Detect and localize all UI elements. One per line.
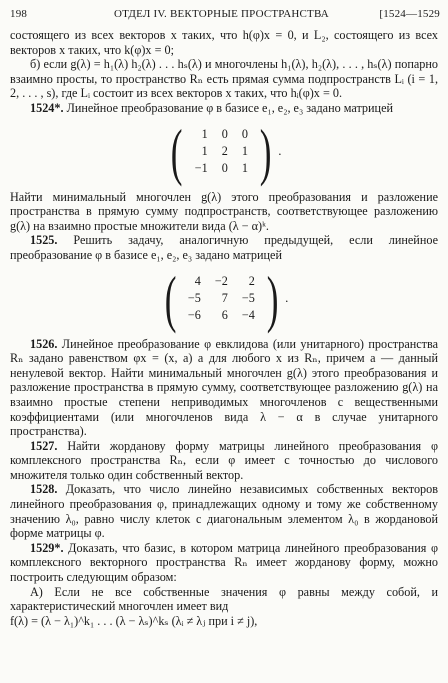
- characteristic-polynomial-formula: f(λ) = (λ − λ₁)^k₁ . . . (λ − λₛ)^kₛ (λᵢ ≠ λⱼ при i ≠ j),: [10, 613, 258, 628]
- problem-text: Доказать, что число линейно независимых собственных векторов линейного преобразования φ, принадлежащих одному и тому же собственному значению λ₀, равно числу клеток с диагональным элементом λ₀ в жордановой форме матрицы φ.: [10, 482, 438, 541]
- matrix-row: [181, 290, 262, 307]
- problem-range: [1524—1529: [379, 8, 440, 20]
- problem-1527: [10, 439, 438, 483]
- section-title: ОТДЕЛ IV. ВЕКТОРНЫЕ ПРОСТРАНСТВА: [114, 8, 329, 20]
- problem-text: Доказать, что базис, в котором матрица линейного преобразования φ комплексного векторного пространства Rₙ имеет жорданову форму, можно построить следующим образом:: [10, 540, 439, 585]
- matrix-cell: 7: [221, 291, 228, 306]
- matrix-cell: −4: [241, 308, 255, 323]
- matrix-table: [188, 126, 255, 177]
- matrix-cell: −1: [194, 161, 208, 176]
- top-paragraph-b: б) если g(λ) = h₁(λ) h₂(λ) . . . hₛ(λ) и многочлены h₁(λ), h₂(λ), . . . , hₛ(λ) попарно взаимно просты, то пространство Rₙ есть прямая сумма подпространств Lᵢ (i = 1, 2, . . . , s), где Lᵢ состоит из всех векторов x таких, что hᵢ(φ)x = 0.: [10, 57, 438, 101]
- problem-number: 1527.: [30, 438, 58, 453]
- matrix-cell: 2: [221, 144, 228, 159]
- matrix-cell: 1: [241, 144, 248, 159]
- running-header: [10, 8, 440, 24]
- matrix-cell: 1: [241, 161, 248, 176]
- problem-1529: [10, 541, 438, 585]
- matrix-row: [188, 143, 255, 160]
- problem-number: 1524*.: [30, 100, 64, 115]
- matrix-cell: 6: [221, 308, 228, 323]
- matrix-cell: 0: [221, 127, 228, 142]
- problem-1528: [10, 482, 438, 540]
- problem-number: 1526.: [30, 336, 58, 351]
- matrix-cell: 2: [248, 274, 255, 289]
- problem-1529-part-a: А) Если не все собственные значения φ равны между собой, и характеристический многочлен имеет вид: [10, 584, 438, 614]
- matrix-cell: −5: [241, 291, 255, 306]
- problem-1526: [10, 337, 438, 439]
- matrix-cell: −2: [214, 274, 228, 289]
- problem-text: Найти жорданову форму матрицы линейного преобразования φ комплексного пространства Rₙ, если φ имеет с точностью до числового множителя только один собственный вектор.: [10, 438, 438, 482]
- matrix-cell: −6: [187, 308, 201, 323]
- problem-text: Решить задачу, аналогичную предыдущей, если линейное преобразование φ в базисе e₁, e₂, e₃ задано матрицей: [10, 233, 439, 262]
- problem-text: Линейное преобразование φ в базисе e₁, e₂, e₃ задано матрицей: [66, 100, 394, 115]
- matrix-cell: 0: [241, 127, 248, 142]
- page-body: [10, 28, 438, 628]
- problem-number: 1529*.: [30, 540, 64, 555]
- matrix-row: [188, 126, 255, 143]
- problem-1524: [10, 101, 438, 116]
- right-paren: ): [266, 262, 279, 334]
- problem-1524-task: Найти минимальный многочлен g(λ) этого преобразования и разложение пространства в прямую сумму подпространств, соответствующее разложению g(λ) на взаимно простые множители вида (λ − α)ᵏ.: [10, 189, 438, 233]
- matrix-cell: −5: [187, 291, 201, 306]
- page-number: 198: [10, 8, 28, 20]
- period: .: [285, 290, 289, 306]
- problem-number: 1525.: [30, 233, 58, 248]
- matrix-row: [188, 160, 255, 177]
- matrix-1525: [10, 262, 438, 334]
- right-paren: ): [259, 115, 272, 187]
- left-paren: (: [171, 115, 184, 187]
- problem-1525: [10, 233, 438, 262]
- problem-number: 1528.: [30, 482, 58, 497]
- matrix-cell: 1: [201, 144, 208, 159]
- matrix-table: [181, 273, 262, 324]
- problem-text: Линейное преобразование φ евклидова (или унитарного) пространства Rₙ задано равенством φx = (x, a) a для любого x из Rₙ, причем a — данный ненулевой вектор. Найти минимальный многочлен g(λ) этого преобразования и разложение пространства в прямую сумму, соответствующее разложению g(λ) на взаимно простые степени неприводимых многочленов с вещественными коэффициентами (или многочленов вида λ − α в случае унитарного пространства).: [10, 336, 438, 439]
- matrix-row: [181, 273, 262, 290]
- matrix-cell: 4: [194, 274, 201, 289]
- matrix-1524: [10, 115, 438, 187]
- matrix-row: [181, 307, 262, 324]
- top-paragraph-a: состоящего из всех векторов x таких, что h(φ)x = 0, и L₂, состоящего из всех векторов x таких, что k(φ)x = 0;: [10, 28, 438, 57]
- matrix-cell: 1: [201, 127, 208, 142]
- left-paren: (: [164, 262, 177, 334]
- matrix-cell: 0: [221, 161, 228, 176]
- period: .: [278, 143, 282, 159]
